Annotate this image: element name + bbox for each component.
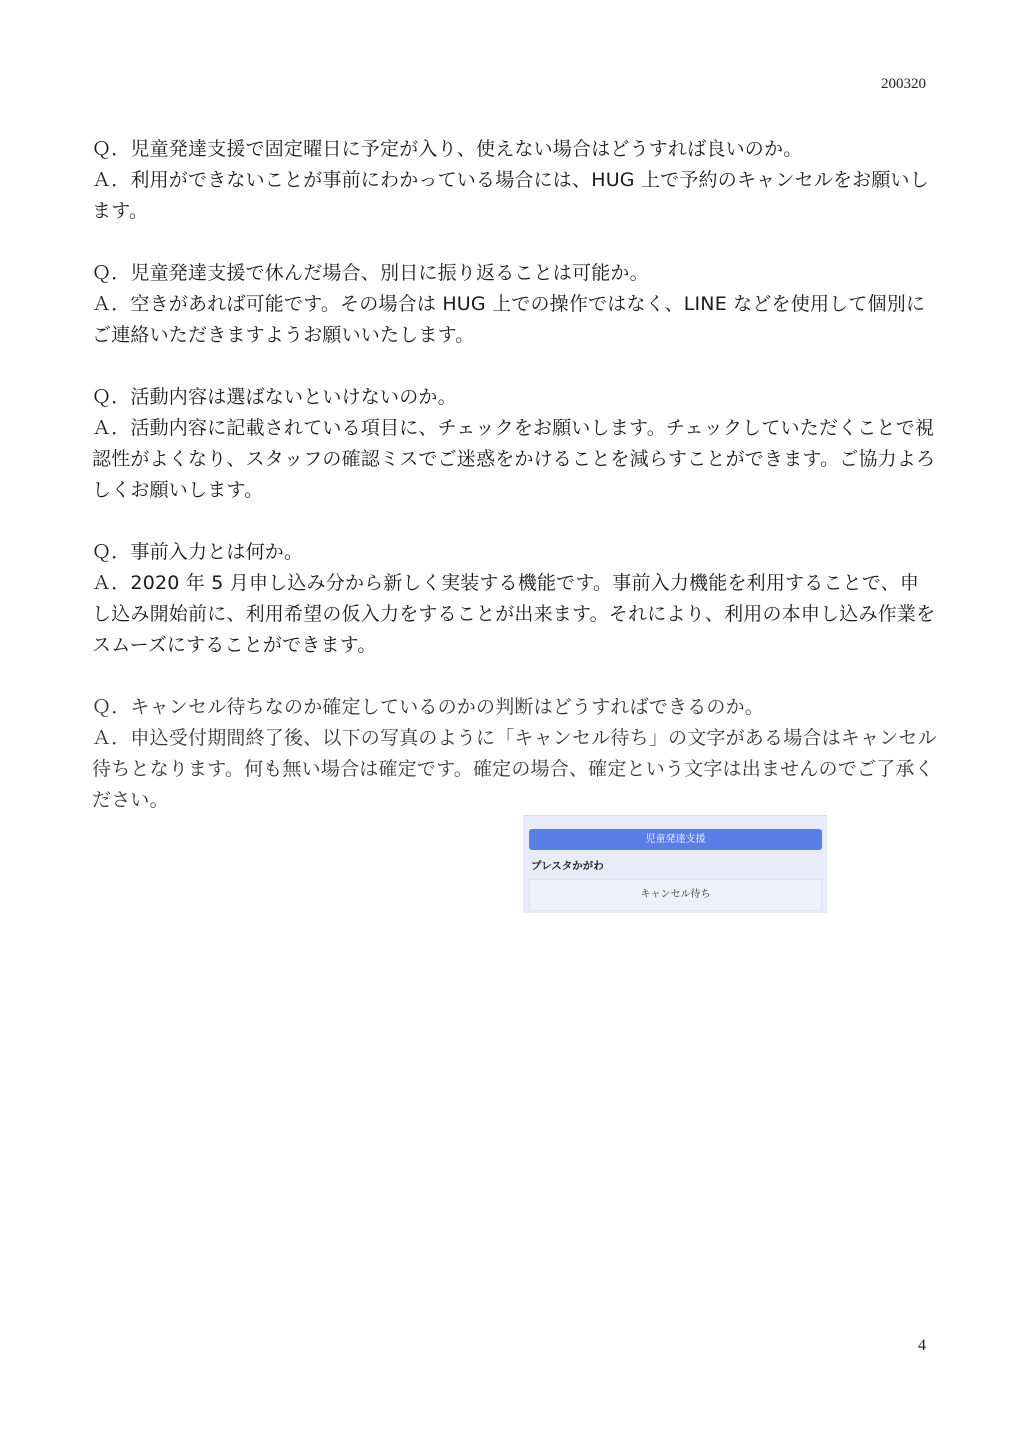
qa-item: [92, 692, 937, 816]
qa-item: [92, 134, 937, 227]
answer-text: Ａ．利用ができないことが事前にわかっている場合には、HUG 上で予約のキャンセルをお願いします。: [92, 169, 929, 222]
document-code: 200320: [881, 76, 926, 92]
qa-item: [92, 382, 937, 506]
question-text: Ｑ．児童発達支援で固定曜日に予定が入り、使えない場合はどうすれば良いのか。: [92, 138, 803, 160]
status-box: キャンセル待ち: [529, 879, 822, 911]
question-text: Ｑ．事前入力とは何か。: [92, 541, 304, 563]
facility-name: プレスタかがわ: [531, 860, 604, 872]
reservation-screenshot: [523, 815, 827, 913]
answer-text: Ａ．2020 年 5 月申し込み分から新しく実装する機能です。事前入力機能を利用することで、申し込み開始前に、利用希望の仮入力をすることが出来ます。それにより、利用の本申し込み作業をスムーズにすることができます。: [92, 572, 936, 656]
answer-text: Ａ．活動内容に記載されている項目に、チェックをお願いします。チェックしていただくことで視認性がよくなり、スタッフの確認ミスでご迷惑をかけることを減らすことができます。ご協力よろしくお願いします。: [92, 417, 936, 501]
question-text: Ｑ．キャンセル待ちなのか確定しているのかの判断はどうすればできるのか。: [92, 696, 765, 718]
answer-text: Ａ．申込受付期間終了後、以下の写真のように「キャンセル待ち」の文字がある場合はキャンセル待ちとなります。何も無い場合は確定です。確定の場合、確定という文字は出ませんのでご了承ください。: [92, 727, 937, 811]
question-text: Ｑ．活動内容は選ばないといけないのか。: [92, 386, 457, 408]
page-number: 4: [918, 1337, 926, 1354]
qa-item: [92, 258, 937, 351]
answer-text: Ａ．空きがあれば可能です。その場合は HUG 上での操作ではなく、LINE などを使用して個別にご連絡いただきますようお願いいたします。: [92, 293, 926, 346]
qa-list: [92, 134, 937, 847]
service-header: 児童発達支援: [529, 829, 822, 850]
qa-item: [92, 537, 937, 661]
question-text: Ｑ．児童発達支援で休んだ場合、別日に振り返ることは可能か。: [92, 262, 649, 284]
